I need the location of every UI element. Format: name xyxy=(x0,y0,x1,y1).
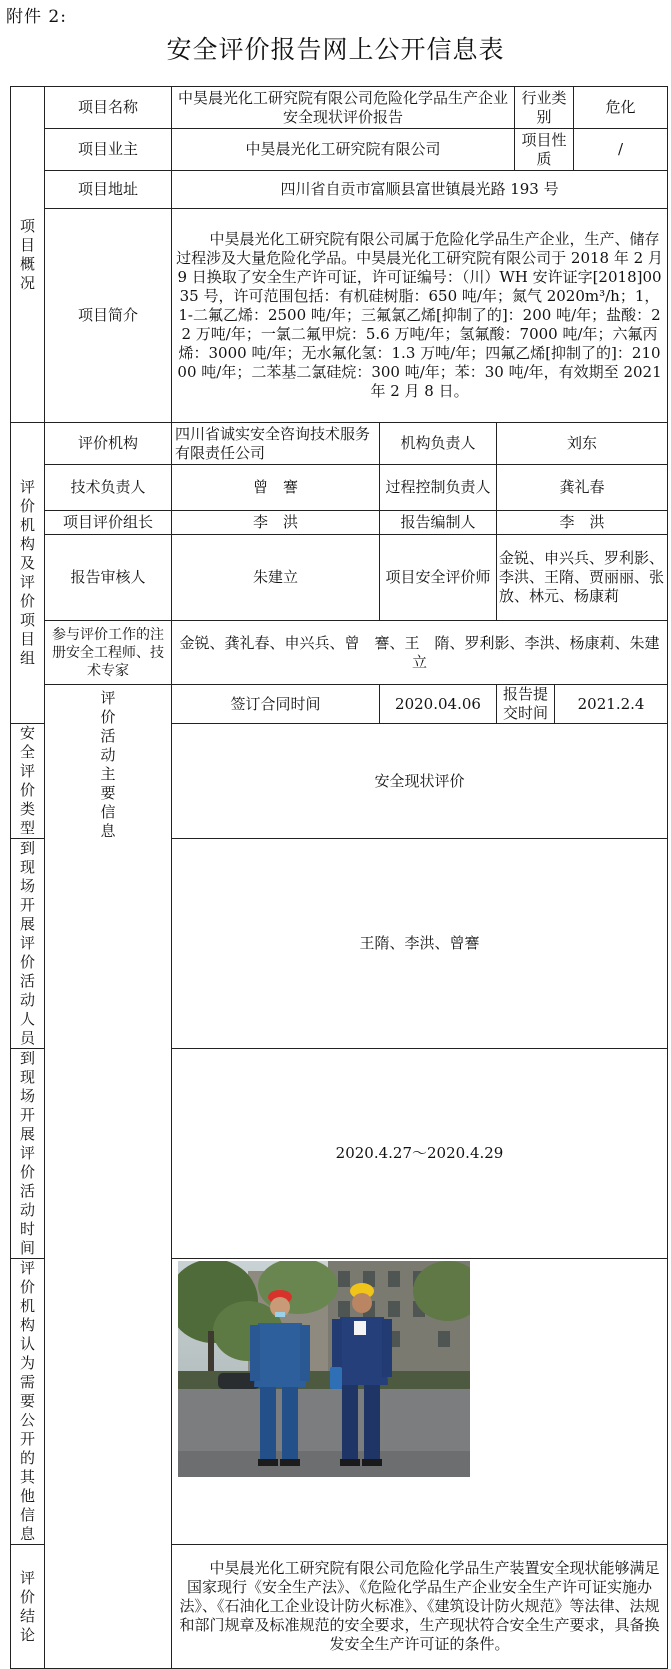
agency-head-label: 机构负责人 xyxy=(380,423,497,465)
project-nature-value: / xyxy=(574,129,668,171)
other-info-cell xyxy=(172,1259,668,1545)
conclusion-label: 评价结论 xyxy=(11,1545,45,1669)
project-intro-label: 项目简介 xyxy=(45,209,172,423)
tech-head-label: 技术负责人 xyxy=(45,465,172,511)
report-author-value: 李 洪 xyxy=(497,511,668,535)
assessment-type-value: 安全现状评价 xyxy=(172,724,668,839)
report-author-label: 报告编制人 xyxy=(380,511,497,535)
submit-date-value: 2021.2.4 xyxy=(555,685,668,724)
participants-value: 金锐、龚礼春、申兴兵、曾 謇、王 隋、罗利影、李洪、杨康莉、朱建立 xyxy=(172,621,668,685)
attachment-label: 附件 2: xyxy=(6,7,67,27)
submit-date-label: 报告提交时间 xyxy=(497,685,555,724)
assessor-value: 金锐、申兴兵、罗利影、李洪、王隋、贾丽丽、张放、林元、杨康莉 xyxy=(497,535,668,621)
agency-head-value: 刘东 xyxy=(497,423,668,465)
team-leader-value: 李 洪 xyxy=(172,511,380,535)
contract-date-value: 2020.04.06 xyxy=(380,685,497,724)
project-address-label: 项目地址 xyxy=(45,171,172,209)
site-photo xyxy=(178,1261,470,1477)
site-time-label: 到现场开展评价活动时间 xyxy=(11,1049,45,1259)
process-head-label: 过程控制负责人 xyxy=(380,465,497,511)
reviewer-label: 报告审核人 xyxy=(45,535,172,621)
section-agency: 评价机构及评价项目组 xyxy=(11,423,45,724)
participants-label: 参与评价工作的注册安全工程师、技术专家 xyxy=(45,621,172,685)
site-time-value: 2020.4.27～2020.4.29 xyxy=(172,1049,668,1259)
project-nature-label: 项目性质 xyxy=(515,129,574,171)
other-info-label: 评价机构认为需要公开的其他信息 xyxy=(11,1259,45,1545)
industry-label: 行业类别 xyxy=(515,87,574,129)
project-address-value: 四川省自贡市富顺县富世镇晨光路 193 号 xyxy=(172,171,668,209)
project-intro-value: 中昊晨光化工研究院有限公司属于危险化学品生产企业，生产、储存过程涉及大量危险化学品。中昊晨光化工研究院有限公司于 2018 年 2 月 9 日换取了安全生产许可证，许可证编号：（川）WH 安许证字[2018]0035 号，许可范围包括：有机硅树脂：650 吨/年；氮气 2020m³/h；1，1-二氟乙烯：2500 吨/年；三氟氯乙烯[抑制了的]：200 吨/年；盐酸：22 万吨/年；一氯二氟甲烷：5.6 万吨/年；氢氟酸：7000 吨/年；六氟丙烯：3000 吨/年；无水氟化氢：1.3 万吨/年；四氟乙烯[抑制了的]：21000 吨/年；二苯基二氯硅烷：300 吨/年；苯：30 吨/年，有效期至 2021 年 2 月 8 日。 xyxy=(172,209,668,423)
page-title: 安全评价报告网上公开信息表 xyxy=(166,35,505,64)
reviewer-value: 朱建立 xyxy=(172,535,380,621)
contract-date-label: 签订合同时间 xyxy=(172,685,380,724)
site-staff-label: 到现场开展评价活动人员 xyxy=(11,839,45,1049)
agency-value: 四川省诚实安全咨询技术服务有限责任公司 xyxy=(172,423,380,465)
process-head-value: 龚礼春 xyxy=(497,465,668,511)
project-name-label: 项目名称 xyxy=(45,87,172,129)
project-owner-label: 项目业主 xyxy=(45,129,172,171)
section-activity: 评价活动主要信息 xyxy=(45,685,172,1669)
site-staff-value: 王隋、李洪、曾謇 xyxy=(172,839,668,1049)
conclusion-value: 中昊晨光化工研究院有限公司危险化学品生产装置安全现状能够满足国家现行《安全生产法》、《危险化学品生产企业安全生产许可证实施办法》、《石油化工企业设计防火标准》、《建筑设计防火规范》等法律、法规和部门规章及标准规范的安全要求，生产现状符合安全生产要求，具备换发安全生产许可证的条件。 xyxy=(172,1545,668,1669)
tech-head-value: 曾 謇 xyxy=(172,465,380,511)
info-table xyxy=(10,86,668,1669)
assessment-type-label: 安全评价类型 xyxy=(11,724,45,839)
project-owner-value: 中昊晨光化工研究院有限公司 xyxy=(172,129,515,171)
agency-label: 评价机构 xyxy=(45,423,172,465)
assessor-label: 项目安全评价师 xyxy=(380,535,497,621)
project-name-value: 中昊晨光化工研究院有限公司危险化学品生产企业安全现状评价报告 xyxy=(172,87,515,129)
section-overview: 项目概况 xyxy=(11,87,45,423)
team-leader-label: 项目评价组长 xyxy=(45,511,172,535)
industry-value: 危化 xyxy=(574,87,668,129)
